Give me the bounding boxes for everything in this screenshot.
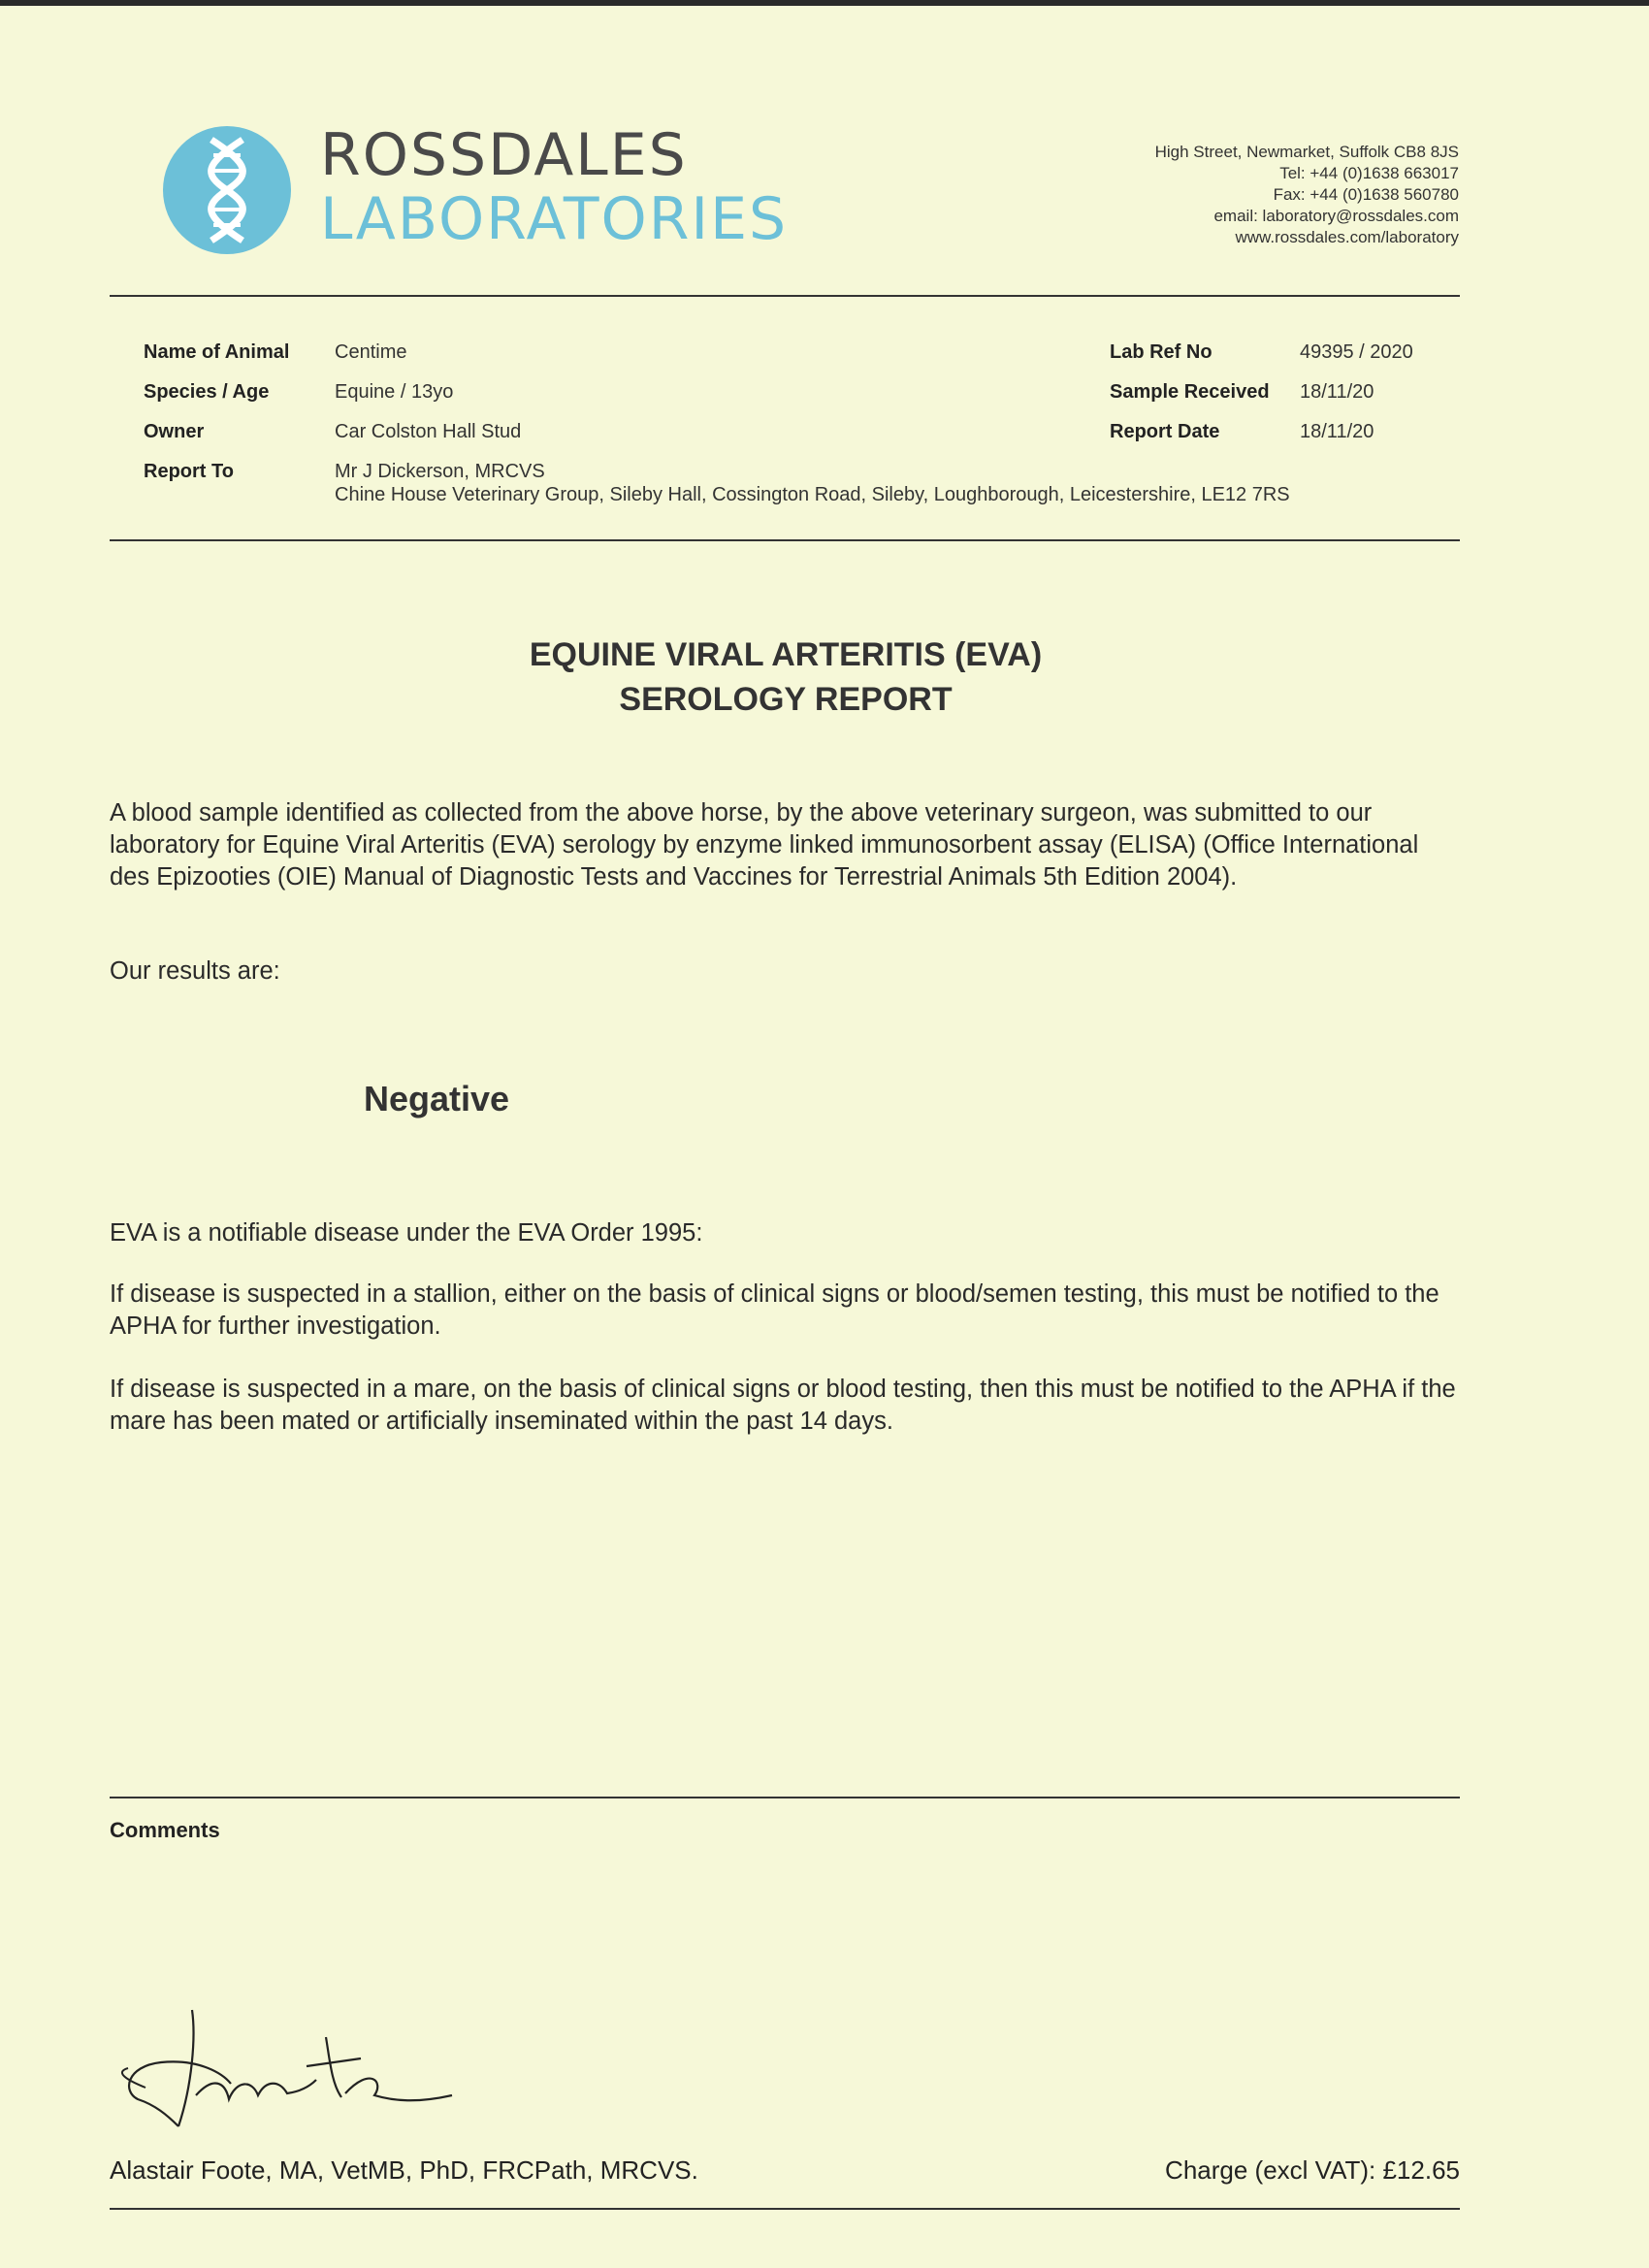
results-intro: Our results are: bbox=[110, 957, 280, 985]
divider bbox=[110, 1797, 1460, 1798]
scan-edge bbox=[0, 0, 1649, 6]
dna-helix-icon bbox=[163, 126, 291, 254]
address-line: Tel: +44 (0)1638 663017 bbox=[1279, 164, 1459, 182]
report-to-address: Chine House Veterinary Group, Sileby Hall, Cossington Road, Sileby, Loughborough, Leicestershire, LE12 7RS bbox=[335, 484, 1290, 505]
report-date-value: 18/11/20 bbox=[1300, 421, 1374, 442]
species-age-value: Equine / 13yo bbox=[335, 381, 454, 403]
name-of-animal-label: Name of Animal bbox=[144, 341, 290, 363]
address-line: High Street, Newmarket, Suffolk CB8 8JS bbox=[1154, 143, 1459, 161]
owner-value: Car Colston Hall Stud bbox=[335, 421, 522, 442]
lab-address bbox=[1155, 142, 1459, 248]
divider bbox=[110, 539, 1460, 541]
intro-paragraph: A blood sample identified as collected from the above horse, by the above veterinary surgeon, was submitted to our laboratory for Equine Viral Arteritis (EVA) serology by enzyme linked immunosorbent assay (ELISA) (Office International des Epizooties (OIE) Manual of Diagnostic Tests and Vaccines for Terrestrial Animals 5th Edition 2004). bbox=[110, 799, 1419, 891]
mare-note: If disease is suspected in a mare, on the basis of clinical signs or blood testing, then this must be notified to the APHA if the mare has been mated or artificially inseminated within the past 14 days. bbox=[110, 1376, 1456, 1435]
report-date-label: Report Date bbox=[1110, 421, 1220, 442]
address-line: email: laboratory@rossdales.com bbox=[1213, 207, 1459, 225]
charge-amount: Charge (excl VAT): £12.65 bbox=[1165, 2155, 1460, 2185]
report-title-line2: SEROLOGY REPORT bbox=[619, 681, 953, 718]
report-to-label: Report To bbox=[144, 461, 234, 482]
handwritten-signature bbox=[116, 1998, 466, 2144]
report-to-name: Mr J Dickerson, MRCVS bbox=[335, 461, 545, 482]
test-result: Negative bbox=[364, 1079, 510, 1118]
address-line: www.rossdales.com/laboratory bbox=[1235, 228, 1459, 246]
lab-ref-label: Lab Ref No bbox=[1110, 341, 1212, 363]
sample-received-label: Sample Received bbox=[1110, 381, 1270, 403]
stallion-note: If disease is suspected in a stallion, either on the basis of clinical signs or blood/semen testing, this must be notified to the APHA for further investigation. bbox=[110, 1280, 1439, 1340]
species-age-label: Species / Age bbox=[144, 381, 270, 403]
logo-wordmark-line1: ROSSDALES bbox=[320, 121, 688, 189]
divider bbox=[110, 2208, 1460, 2210]
comments-label: Comments bbox=[110, 1818, 220, 1842]
divider bbox=[110, 295, 1460, 297]
report-title-line1: EQUINE VIRAL ARTERITIS (EVA) bbox=[529, 636, 1043, 673]
name-of-animal-value: Centime bbox=[335, 341, 407, 363]
lab-ref-value: 49395 / 2020 bbox=[1300, 341, 1413, 363]
logo-wordmark-line2: LABORATORIES bbox=[320, 185, 789, 253]
address-line: Fax: +44 (0)1638 560780 bbox=[1273, 185, 1459, 204]
owner-label: Owner bbox=[144, 421, 205, 442]
notifiable-statement: EVA is a notifiable disease under the EVA Order 1995: bbox=[110, 1219, 703, 1247]
sample-received-value: 18/11/20 bbox=[1300, 381, 1374, 403]
signatory-name: Alastair Foote, MA, VetMB, PhD, FRCPath, MRCVS. bbox=[110, 2155, 698, 2185]
